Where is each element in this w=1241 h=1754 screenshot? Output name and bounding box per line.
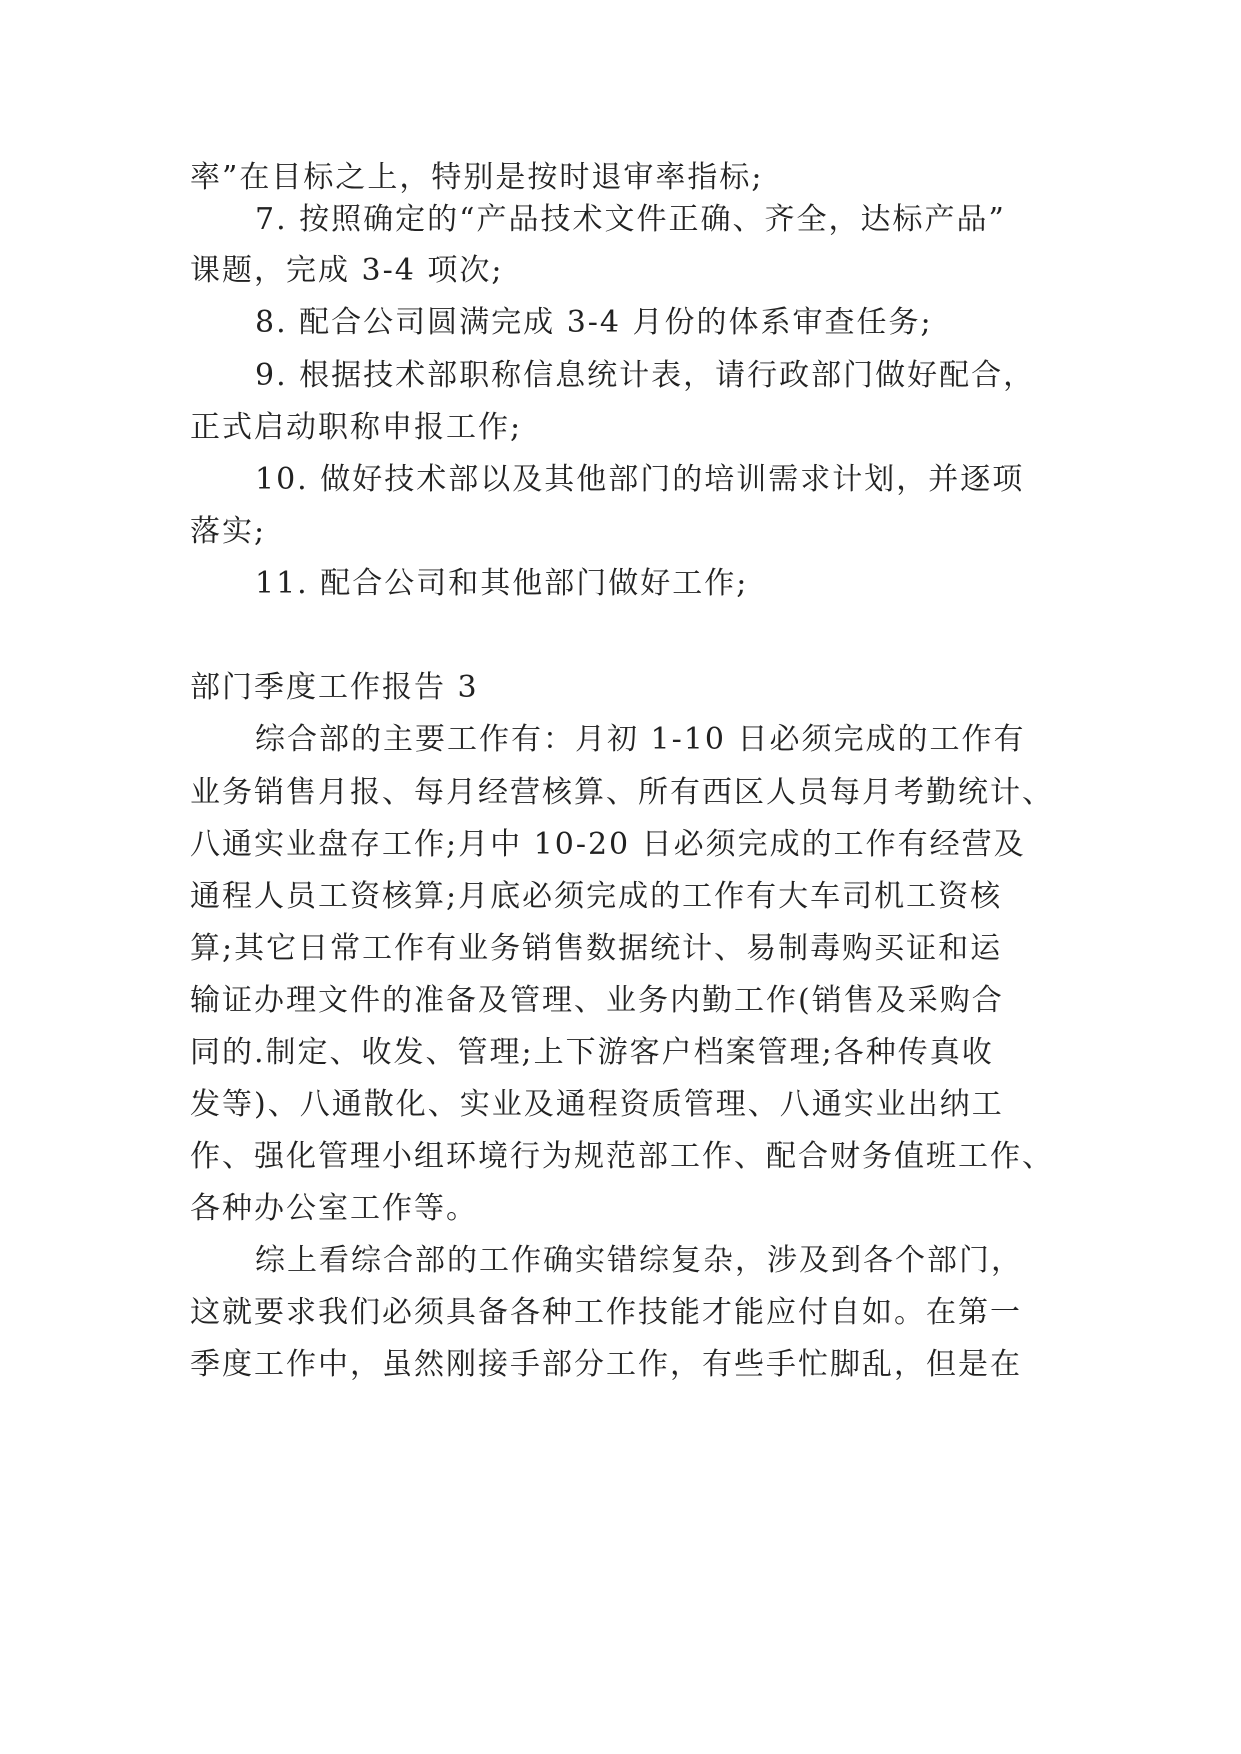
paragraph-line: 发等)、八通散化、实业及通程资质管理、八通实业出纳工: [190, 1087, 1004, 1122]
paragraph-line: 综上看综合部的工作确实错综复杂，涉及到各个部门，: [255, 1243, 1023, 1278]
paragraph-line: 算;其它日常工作有业务销售数据统计、易制毒购买证和运: [190, 931, 1003, 966]
paragraph-line: 季度工作中，虽然刚接手部分工作，有些手忙脚乱，但是在: [190, 1347, 1022, 1382]
text-line: 正式启动职称申报工作;: [190, 410, 523, 445]
paragraph-line: 同的.制定、收发、管理;上下游客户档案管理;各种传真收: [190, 1035, 994, 1070]
list-item: 8. 配合公司圆满完成 3-4 月份的体系审查任务;: [255, 305, 933, 340]
text-line: 率”在目标之上，特别是按时退审率指标;: [190, 160, 764, 195]
paragraph-line: 业务销售月报、每月经营核算、所有西区人员每月考勤统计、: [190, 775, 1054, 810]
paragraph-line: 八通实业盘存工作;月中 10-20 日必须完成的工作有经营及: [190, 827, 1026, 862]
section-heading: 部门季度工作报告 3: [190, 670, 479, 705]
list-item: 11. 配合公司和其他部门做好工作;: [255, 566, 749, 601]
paragraph-line: 作、强化管理小组环境行为规范部工作、配合财务值班工作、: [190, 1139, 1054, 1174]
list-item: 9. 根据技术部职称信息统计表，请行政部门做好配合，: [255, 358, 1036, 393]
text-line: 课题，完成 3-4 项次;: [190, 253, 504, 288]
list-item: 7. 按照确定的“产品技术文件正确、齐全，达标产品”: [255, 202, 1006, 237]
paragraph-line: 这就要求我们必须具备各种工作技能才能应付自如。在第一: [190, 1295, 1022, 1330]
paragraph-line: 输证办理文件的准备及管理、业务内勤工作(销售及采购合: [190, 983, 1004, 1018]
list-item: 10. 做好技术部以及其他部门的培训需求计划，并逐项: [255, 462, 1025, 497]
paragraph-line: 综合部的主要工作有：月初 1-10 日必须完成的工作有: [255, 722, 1026, 757]
paragraph-line: 通程人员工资核算;月底必须完成的工作有大车司机工资核: [190, 879, 1003, 914]
text-line: 落实;: [190, 514, 267, 549]
paragraph-line: 各种办公室工作等。: [190, 1191, 478, 1226]
